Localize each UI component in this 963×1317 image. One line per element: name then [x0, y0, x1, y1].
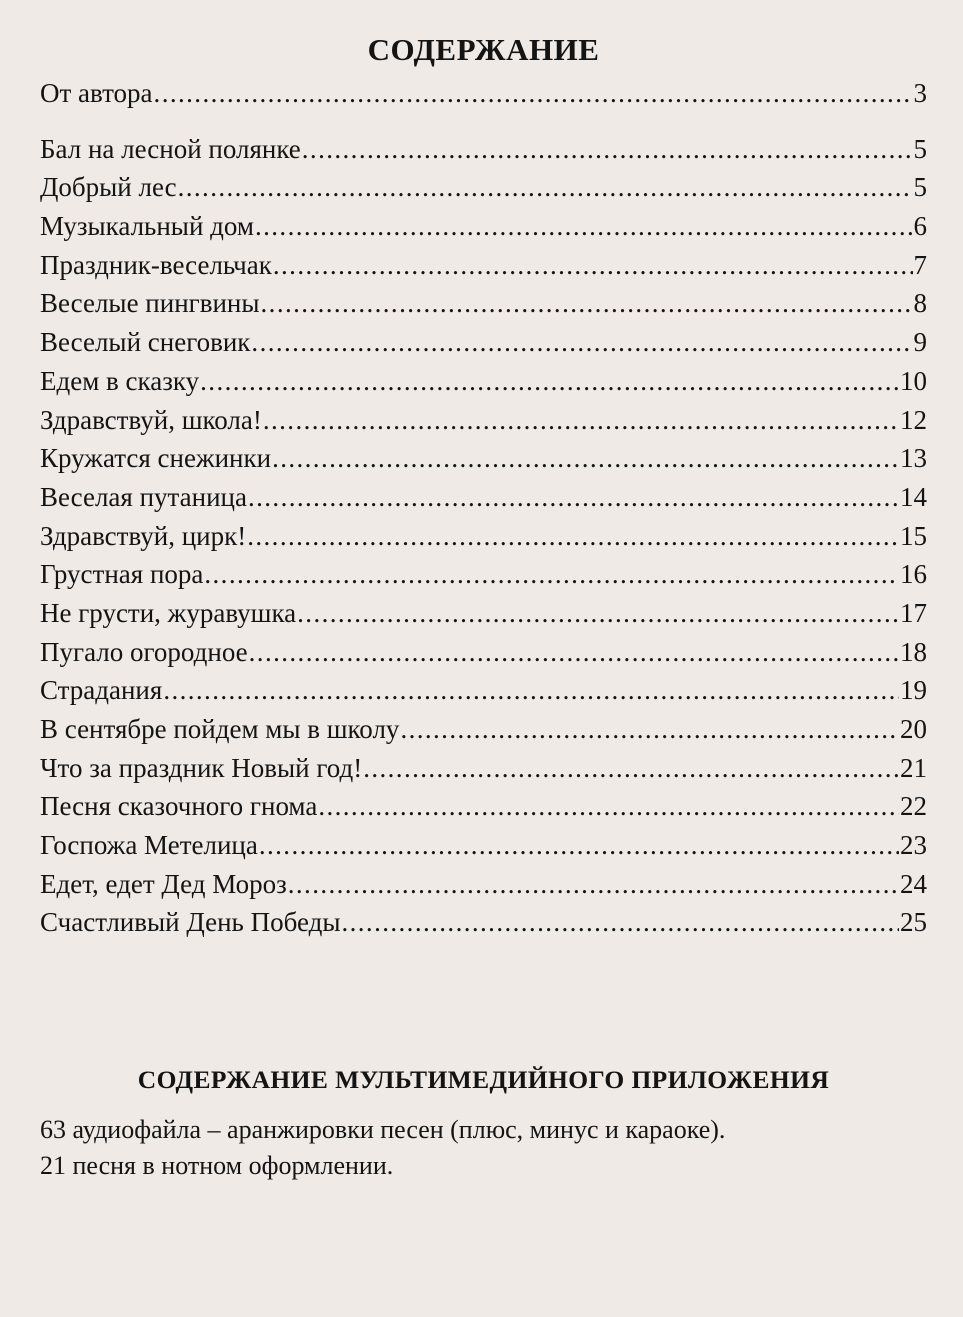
- toc-leader-dots: [154, 74, 913, 113]
- toc-leader-dots: [318, 787, 899, 826]
- toc-entry: [40, 478, 927, 517]
- toc-list: [40, 74, 927, 942]
- toc-leader-dots: [255, 207, 913, 246]
- toc-entry: [40, 826, 927, 865]
- toc-entry: [40, 130, 927, 169]
- toc-entry-title: Госпожа Метелица: [40, 830, 258, 861]
- toc-entry-title: Здравствуй, школа!: [40, 404, 262, 435]
- multimedia-heading: СОДЕРЖАНИЕ МУЛЬТИМЕДИЙНОГО ПРИЛОЖЕНИЯ: [137, 1065, 830, 1095]
- toc-entry-title: Здравствуй, цирк!: [40, 520, 247, 551]
- toc-leader-dots: [261, 284, 913, 323]
- toc-entry-title: От автора: [40, 78, 153, 108]
- toc-entry: [40, 207, 927, 246]
- toc-entry-title: Грустная пора: [40, 559, 204, 590]
- toc-entry: [40, 671, 927, 710]
- toc-leader-dots: [249, 633, 899, 672]
- toc-entry-title: Едем в сказку: [40, 365, 200, 396]
- toc-entry: [40, 594, 927, 633]
- toc-entry-page: 25: [900, 907, 927, 938]
- toc-entry-page: 15: [900, 520, 927, 551]
- toc-leader-dots: [302, 130, 913, 169]
- toc-entry: [40, 787, 927, 826]
- toc-leader-dots: [163, 671, 899, 710]
- toc-entry-title: Едет, едет Дед Мороз: [40, 868, 287, 899]
- toc-entry: [40, 246, 927, 285]
- toc-entry-title: Веселая путаница: [40, 481, 247, 512]
- toc-leader-dots: [297, 594, 899, 633]
- toc-entry-page: 12: [900, 404, 927, 435]
- toc-entry: [40, 710, 927, 749]
- toc-entry-page: 19: [900, 675, 927, 706]
- toc-entry-page: 18: [900, 636, 927, 667]
- toc-entry-title: Счастливый День Победы: [40, 907, 341, 938]
- toc-entry-page: 9: [913, 327, 927, 358]
- toc-entry-title: Что за праздник Новый год!: [40, 752, 363, 783]
- toc-entry: [40, 555, 927, 594]
- toc-entry-title: Кружатся снежинки: [40, 443, 272, 474]
- toc-leader-dots: [263, 401, 899, 440]
- toc-entry: [40, 517, 927, 556]
- toc-entry-page: 23: [900, 830, 927, 861]
- toc-entry-page: 6: [913, 211, 927, 242]
- toc-leader-dots: [273, 246, 913, 285]
- toc-entry-page: 17: [900, 597, 927, 628]
- toc-entry: [40, 401, 927, 440]
- multimedia-line: 21 песня в нотном оформлении.: [40, 1151, 394, 1181]
- toc-entry-title: Страдания: [40, 675, 163, 706]
- toc-entry-page: 8: [913, 288, 927, 319]
- toc-entry-title: Веселые пингвины: [40, 288, 260, 319]
- toc-leader-dots: [178, 168, 913, 207]
- toc-entry-page: 20: [900, 714, 927, 744]
- multimedia-line: 63 аудиофайла – аранжировки песен (плюс, минус и караоке).: [40, 1115, 726, 1145]
- toc-entry-page: 16: [900, 559, 927, 590]
- toc-entry-title: Праздник-весельчак: [40, 249, 272, 280]
- toc-entry-title: Бал на лесной полянке: [40, 133, 301, 164]
- toc-entry-title: Пугало огородное: [40, 636, 248, 667]
- toc-entry: [40, 865, 927, 904]
- toc-leader-dots: [400, 710, 899, 749]
- multimedia-contents: [40, 1112, 927, 1184]
- toc-entry-page: 24: [900, 868, 927, 899]
- toc-entry: [40, 362, 927, 401]
- toc-leader-dots: [248, 478, 899, 517]
- toc-entry: [40, 633, 927, 672]
- toc-entry-title: Не грусти, журавушка: [40, 597, 297, 628]
- toc-entry-page: 5: [913, 133, 927, 164]
- toc-entry-title: Добрый лес: [40, 172, 177, 203]
- toc-entry-title: В сентябре пойдем мы в школу: [40, 714, 400, 744]
- toc-entry-page: 22: [900, 791, 927, 822]
- toc-entry-title: Веселый снеговик: [40, 327, 251, 358]
- toc-leader-dots: [288, 865, 899, 904]
- toc-leader-dots: [247, 517, 899, 556]
- toc-heading: СОДЕРЖАНИЕ: [367, 32, 600, 67]
- toc-leader-dots: [251, 323, 912, 362]
- toc-entry-title: Песня сказочного гнома: [40, 791, 318, 822]
- toc-leader-dots: [363, 749, 899, 788]
- toc-entry-page: 5: [913, 172, 927, 203]
- toc-leader-dots: [259, 826, 899, 865]
- toc-entry: [40, 168, 927, 207]
- toc-entry-page: 10: [900, 365, 927, 396]
- toc-leader-dots: [272, 439, 899, 478]
- toc-entry: [40, 323, 927, 362]
- toc-entry: [40, 903, 927, 942]
- toc-leader-dots: [204, 555, 899, 594]
- toc-entry-page: 7: [913, 249, 927, 280]
- toc-leader-dots: [341, 903, 899, 942]
- toc-entry-page: 21: [900, 752, 927, 783]
- toc-entry: [40, 439, 927, 478]
- toc-entry: [40, 74, 927, 113]
- toc-leader-dots: [200, 362, 899, 401]
- toc-entry-page: 14: [900, 481, 927, 512]
- toc-entry-page: 3: [913, 78, 927, 108]
- toc-entry: [40, 284, 927, 323]
- toc-entry-title: Музыкальный дом: [40, 211, 254, 242]
- toc-entry: [40, 749, 927, 788]
- toc-entry-page: 13: [900, 443, 927, 474]
